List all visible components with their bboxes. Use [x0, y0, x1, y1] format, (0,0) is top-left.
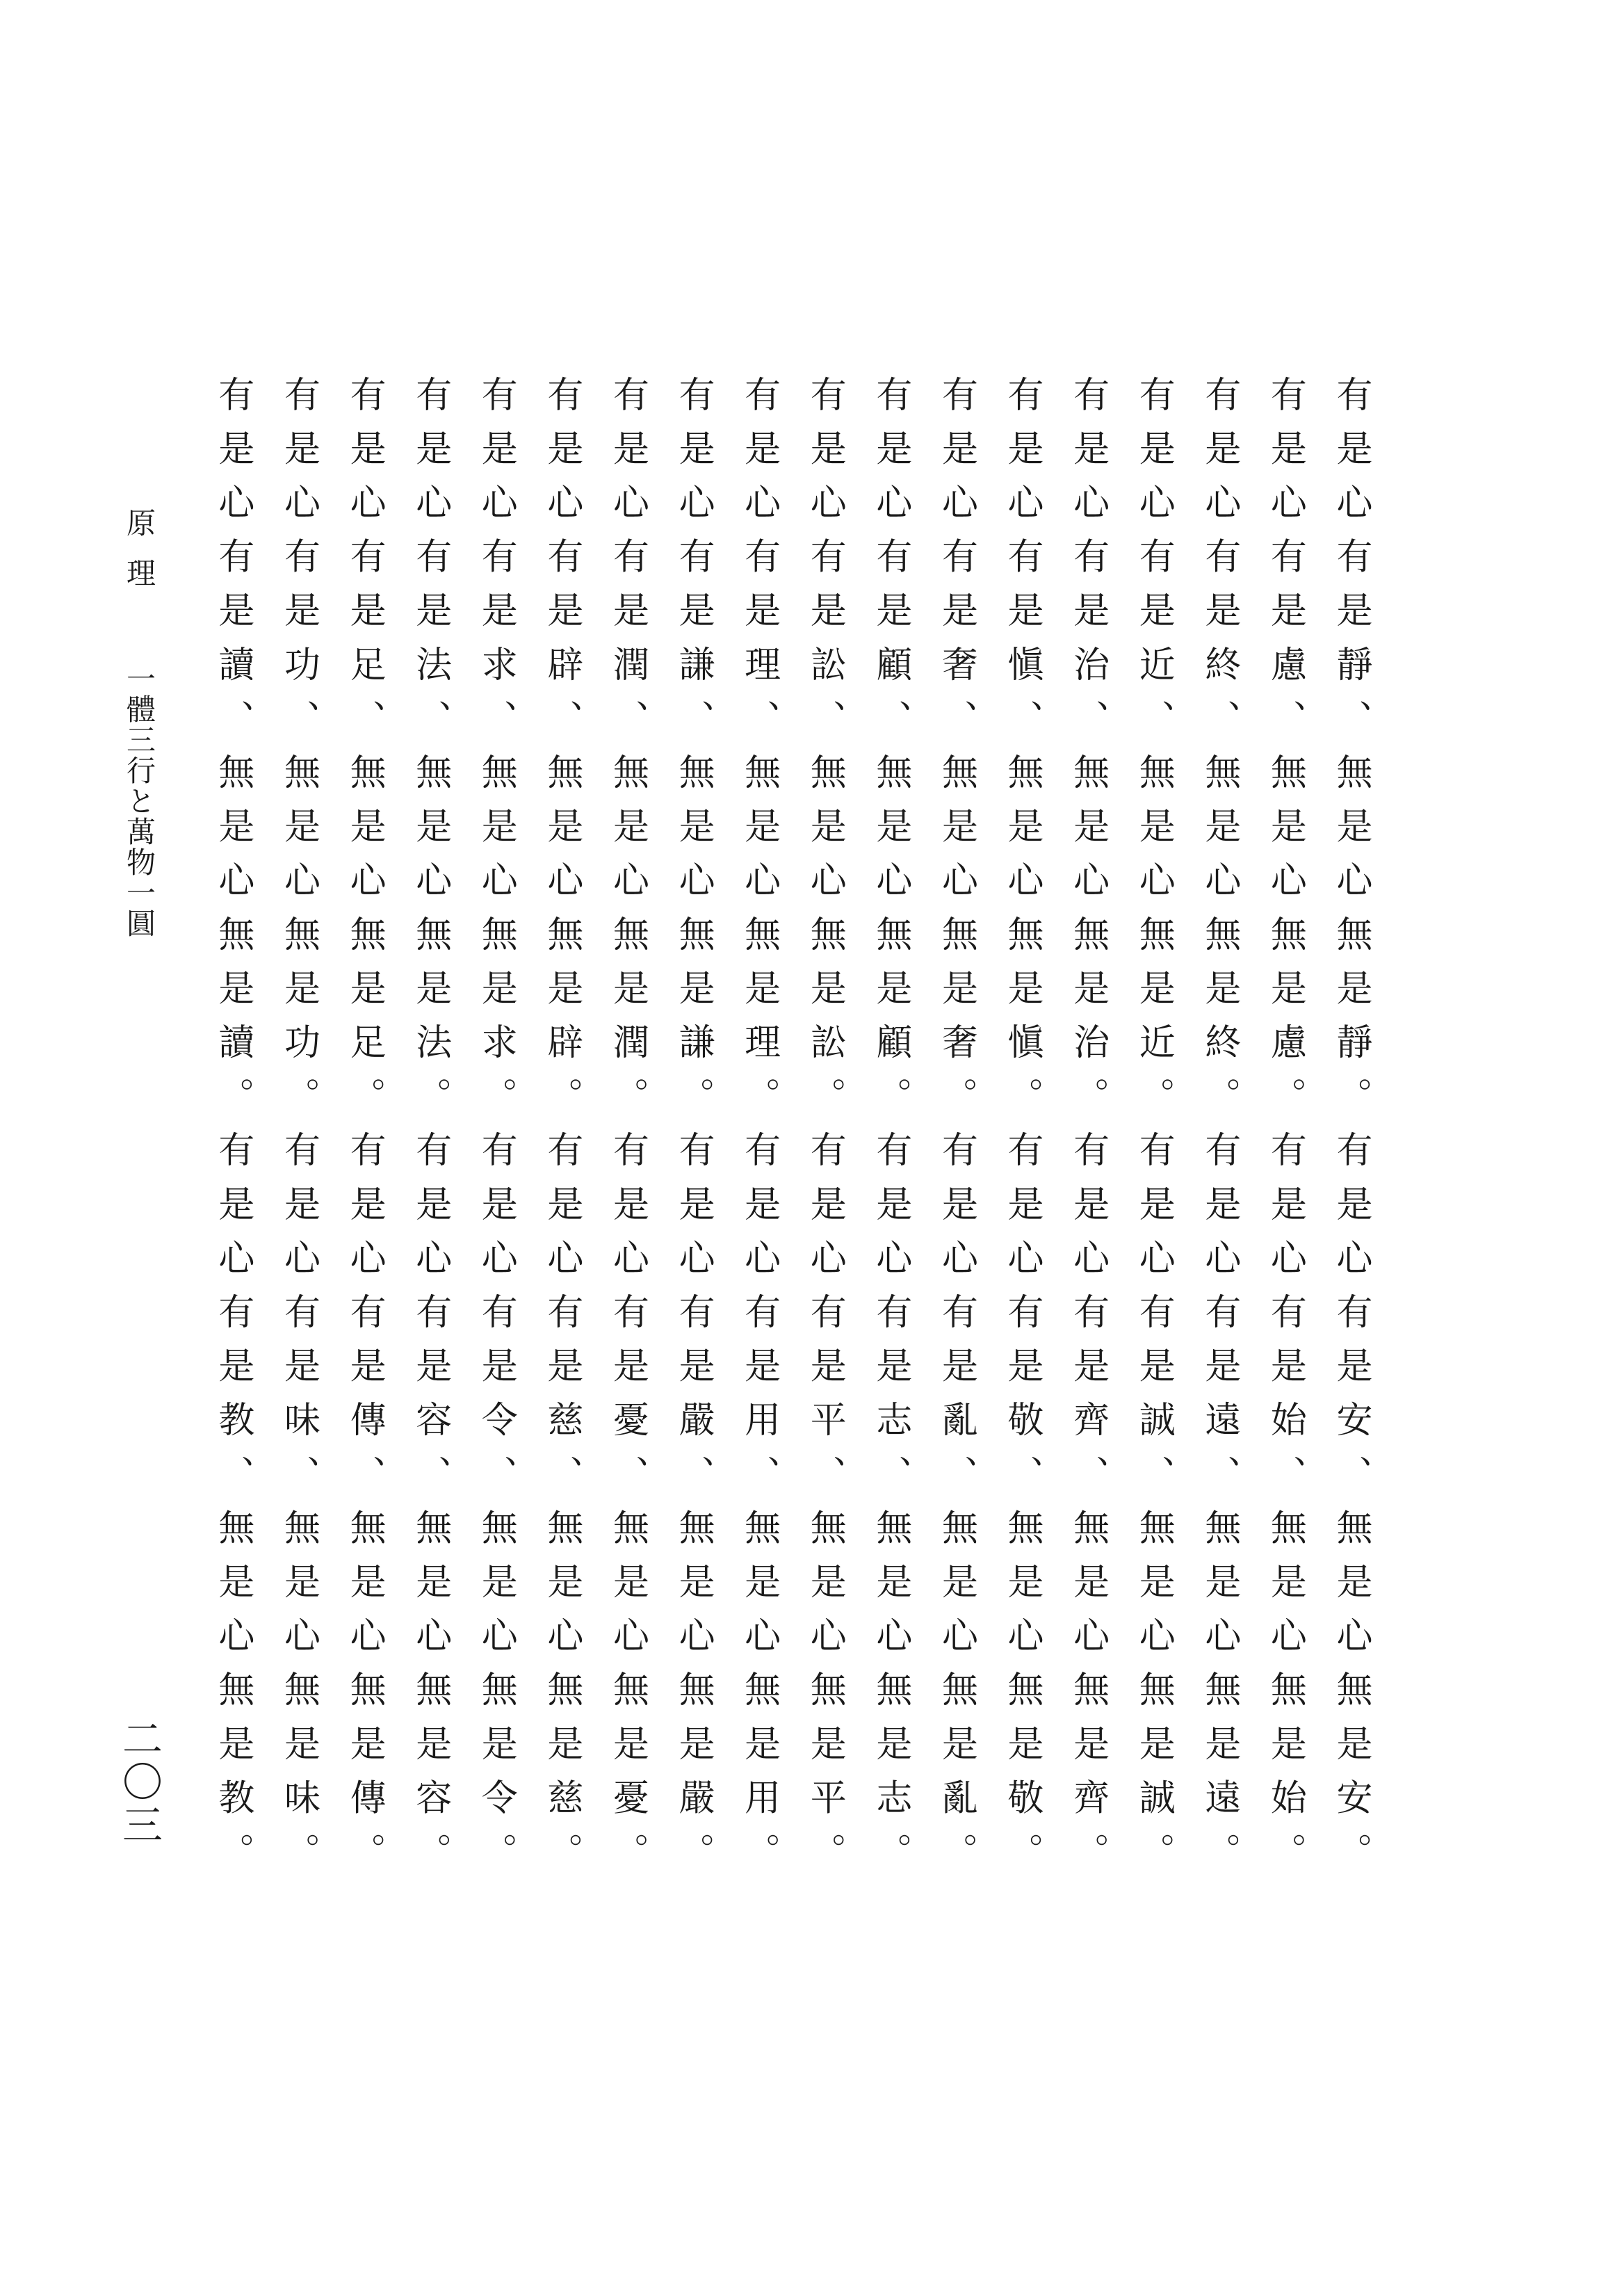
text-line: 有是心有是奢、無是心無是奢。有是心有是亂、無是心無是亂。 — [935, 376, 977, 1887]
vertical-text-block — [199, 376, 1383, 1887]
text-line: 有是心有是訟、無是心無是訟。有是心有是平、無是心無是平。 — [804, 376, 846, 1887]
text-line: 有是心有是讀、無是心無是讀。有是心有是教、無是心無是教。 — [211, 376, 254, 1887]
text-line: 有是心有是謙、無是心無是謙。有是心有是嚴、無是心無是嚴。 — [672, 376, 715, 1887]
text-line: 有是心有是終、無是心無是終。有是心有是遠、無是心無是遠。 — [1198, 376, 1240, 1887]
text-line: 有是心有是愼、無是心無是愼。有是心有是敬、無是心無是敬。 — [1001, 376, 1044, 1887]
text-line: 有是心有是治、無是心無是治。有是心有是齊、無是心無是齊。 — [1066, 376, 1109, 1887]
text-line: 有是心有是近、無是心無是近。有是心有是誠、無是心無是誠。 — [1132, 376, 1175, 1887]
page-number: 二〇三 — [115, 1718, 163, 1847]
text-line: 有是心有是功、無是心無是功。有是心有是味、無是心無是味。 — [277, 376, 320, 1887]
text-line: 有是心有是辟、無是心無是辟。有是心有是慈、無是心無是慈。 — [540, 376, 583, 1887]
text-line: 有是心有是顧、無是心無是顧。有是心有是志、無是心無是志。 — [869, 376, 911, 1887]
text-line: 有是心有是足、無是心無是足。有是心有是傳、無是心無是傳。 — [343, 376, 386, 1887]
chapter-title: 原理 — [122, 508, 156, 608]
running-header — [118, 508, 160, 939]
text-line: 有是心有是法、無是心無是法。有是心有是容、無是心無是容。 — [409, 376, 451, 1887]
text-line: 有是心有是慮、無是心無是慮。有是心有是始、無是心無是始。 — [1264, 376, 1306, 1887]
text-line: 有是心有是潤、無是心無是潤。有是心有是憂、無是心無是憂。 — [606, 376, 649, 1887]
text-line: 有是心有是理、無是心無是理。有是心有是用、無是心無是用。 — [738, 376, 780, 1887]
text-line: 有是心有是靜、無是心無是靜。有是心有是安、無是心無是安。 — [1330, 376, 1372, 1887]
section-title: 一體三行と萬物一圓 — [122, 663, 156, 939]
text-line: 有是心有是求、無是心無是求。有是心有是令、無是心無是令。 — [475, 376, 517, 1887]
